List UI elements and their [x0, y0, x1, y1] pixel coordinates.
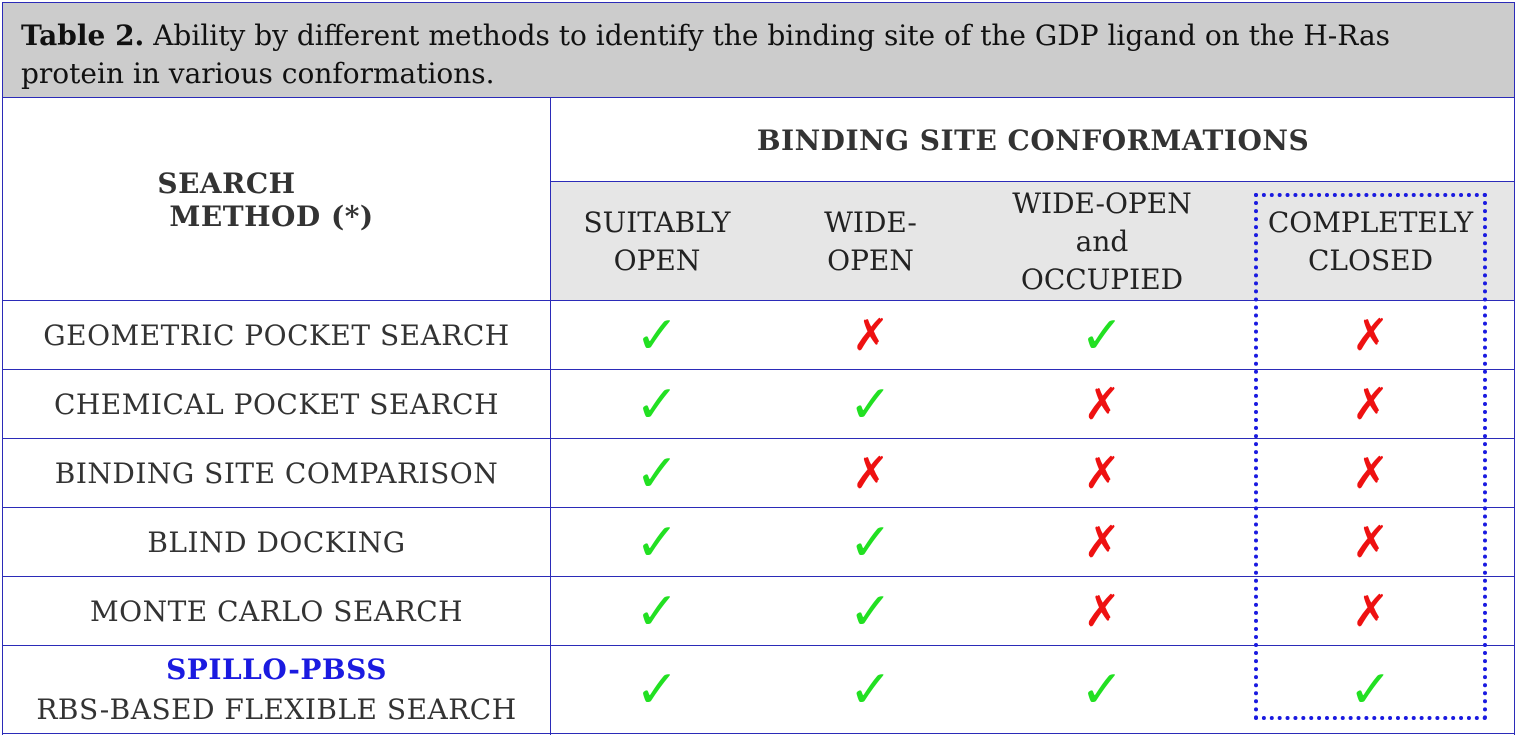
search-method-header-line1: SEARCH: [157, 166, 296, 200]
column-header-line: SUITABLY: [583, 205, 731, 239]
result-cross-icon: ✗: [852, 447, 889, 499]
caption-label: Table 2.: [21, 19, 145, 52]
column-header-wide-open-occupied: [978, 182, 1226, 301]
result-check-icon: ✓: [848, 581, 893, 642]
result-check-icon: ✓: [635, 660, 679, 720]
grid-line: [551, 181, 1515, 182]
conformations-title: BINDING SITE CONFORMATIONS: [756, 123, 1310, 157]
spillo-pbss-label: SPILLO-PBSS: [166, 653, 387, 686]
column-header-line: OPEN: [613, 243, 701, 277]
result-check-icon: ✓: [1348, 660, 1393, 720]
result-check-icon: ✓: [635, 443, 679, 504]
column-header-line: CLOSED: [1307, 243, 1434, 277]
column-header-completely-closed: [1226, 182, 1515, 301]
column-header-line: and: [1075, 224, 1129, 258]
result-check-icon: ✓: [635, 512, 679, 573]
caption-text: Ability by different methods to identify the binding site of the GDP ligand on the H-Ras protein in various conformations.: [21, 19, 1391, 90]
grid-line: [1514, 98, 1515, 735]
method-name: BINDING SITE COMPARISON: [54, 457, 499, 490]
result-check-icon: ✓: [1080, 305, 1124, 366]
search-method-header: [2, 98, 551, 301]
column-header-line: OPEN: [827, 243, 914, 277]
grid-line: [2, 369, 1515, 370]
result-cross-icon: ✗: [1083, 585, 1121, 637]
column-header-line: WIDE-: [824, 205, 917, 239]
result-cross-icon: ✗: [1352, 378, 1389, 430]
rbs-flexible-search-label: RBS-BASED FLEXIBLE SEARCH: [36, 693, 517, 726]
result-cross-icon: ✗: [852, 309, 889, 361]
result-check-icon: ✓: [635, 581, 679, 642]
result-check-icon: ✓: [635, 305, 679, 366]
method-name: CHEMICAL POCKET SEARCH: [53, 388, 500, 421]
grid-line: [2, 438, 1515, 439]
result-cross-icon: ✗: [1083, 378, 1121, 430]
column-header-line: COMPLETELY: [1267, 205, 1474, 239]
result-check-icon: ✓: [635, 374, 679, 435]
method-name: BLIND DOCKING: [147, 526, 406, 559]
result-check-icon: ✓: [1080, 660, 1124, 720]
column-header-suitably-open: [551, 182, 763, 301]
result-check-icon: ✓: [848, 660, 893, 720]
grid-line: [550, 98, 551, 735]
result-check-icon: ✓: [848, 374, 893, 435]
grid-line: [2, 645, 1515, 646]
grid-line: [2, 300, 1515, 301]
method-name: GEOMETRIC POCKET SEARCH: [43, 319, 510, 352]
grid-line: [2, 576, 1515, 577]
method-name-spillo: [2, 646, 551, 734]
grid-line: [2, 733, 1515, 734]
column-header-line: WIDE-OPEN: [1012, 186, 1192, 220]
result-cross-icon: ✗: [1083, 447, 1121, 499]
search-method-header-line2: METHOD (*): [169, 199, 374, 233]
result-cross-icon: ✗: [1352, 447, 1389, 499]
method-name: MONTE CARLO SEARCH: [89, 595, 464, 628]
grid-line: [2, 507, 1515, 508]
result-check-icon: ✓: [848, 512, 893, 573]
result-cross-icon: ✗: [1352, 585, 1389, 637]
result-cross-icon: ✗: [1352, 309, 1389, 361]
column-header-wide-open: [763, 182, 978, 301]
column-header-line: OCCUPIED: [1020, 262, 1184, 296]
grid-line: [2, 98, 3, 735]
result-cross-icon: ✗: [1352, 516, 1389, 568]
result-cross-icon: ✗: [1083, 516, 1121, 568]
table-caption: [2, 2, 1515, 98]
